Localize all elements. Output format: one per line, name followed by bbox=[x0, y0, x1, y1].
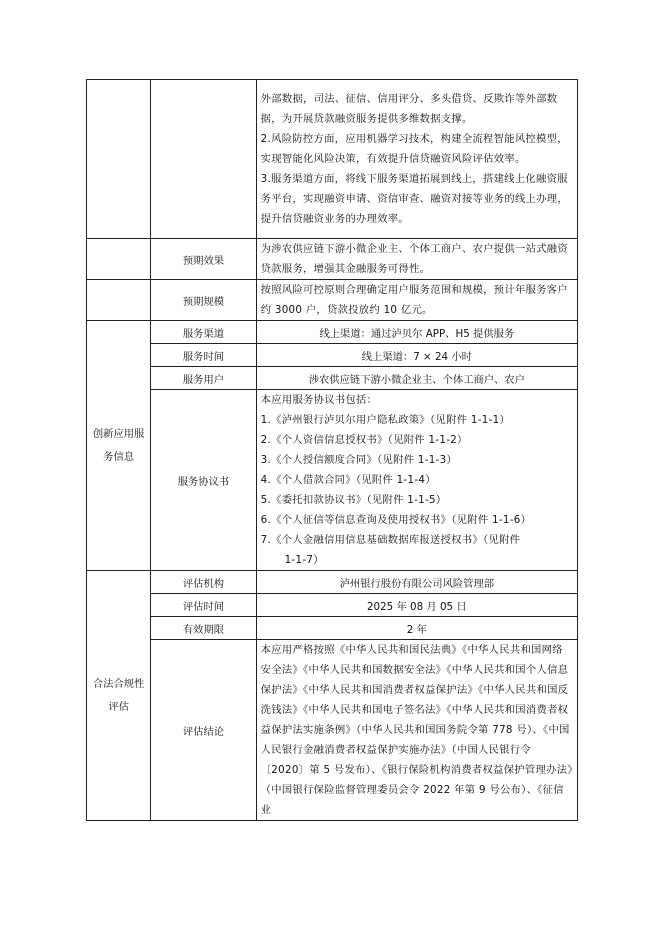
field-value: 按照风险可控原则合理确定用户服务范围和规模，预计年服务客户约 3000 户，贷款投放约 10 亿元。 bbox=[256, 280, 577, 321]
field-label: 服务协议书 bbox=[151, 390, 256, 571]
list-item: 3.《个人授信额度合同》（见附件 1-1-3） bbox=[260, 454, 458, 466]
list-item: 6.《个人征信等信息查询及使用授权书》（见附件 1-1-6） bbox=[260, 514, 532, 526]
field-label: 预期效果 bbox=[151, 239, 256, 280]
list-item: 2.《个人资信信息授权书》（见附件 1-1-2） bbox=[260, 434, 468, 446]
list-item: 5.《委托扣款协议书》（见附件 1-1-5） bbox=[260, 494, 447, 506]
field-label: 服务用户 bbox=[151, 367, 256, 390]
service-channel-row bbox=[87, 321, 578, 344]
service-agreement-row bbox=[87, 390, 578, 571]
continuation-row bbox=[87, 80, 578, 239]
empty-cell bbox=[87, 80, 151, 239]
field-label: 评估结论 bbox=[151, 640, 256, 821]
field-value: 为涉农供应链下游小微企业主、个体工商户、农户提供一站式融资贷款服务，增强其金融服务可得性。 bbox=[256, 239, 577, 280]
section-label-service-info: 创新应用服务信息 bbox=[87, 321, 151, 571]
service-users-row bbox=[87, 367, 578, 390]
compliance-time-row bbox=[87, 594, 578, 617]
field-label: 有效期限 bbox=[151, 617, 256, 640]
list-item: 4.《个人借款合同》（见附件 1-1-4） bbox=[260, 474, 436, 486]
field-value: 涉农供应链下游小微企业主、个体工商户、农户 bbox=[256, 367, 577, 390]
list-item: 1.《泸州银行泸贝尔用户隐私政策》（见附件 1-1-1） bbox=[260, 414, 511, 426]
field-value: 泸州银行股份有限公司风险管理部 bbox=[256, 571, 577, 594]
list-item: 1-1-7） bbox=[284, 554, 324, 566]
field-label: 预期规模 bbox=[151, 280, 256, 321]
list-intro: 本应用服务协议书包括： bbox=[260, 394, 378, 406]
expected-effect-row bbox=[87, 239, 578, 280]
paragraph: 3.服务渠道方面，将线下服务渠道拓展到线上，搭建线上化融资服务平台，实现融资申请、资信审查、融资对接等业务的线上办理，提升信贷融资业务的办理效率。 bbox=[260, 173, 568, 225]
field-label: 服务渠道 bbox=[151, 321, 256, 344]
empty-cell bbox=[151, 80, 256, 239]
field-value: 本应用严格按照《中华人民共和国民法典》《中华人民共和国网络安全法》《中华人民共和国数据安全法》《中华人民共和国个人信息保护法》《中华人民共和国消费者权益保护法》《中华人民共和国反洗钱法》《中华人民共和国电子签名法》《中华人民共和国消费者权益保护法实施条例》（中华人民共和国国务院令第 778 号）、《中国人民银行金融消费者权益保护实施办法》（中国人民银行令〔2020〕第 5 号发布）、《银行保险机构消费者权益保护管理办法》（中国银行保险监督管理委员会令 2022 年第 9 号公布）、《征信业 bbox=[256, 640, 577, 821]
paragraph: 外部数据，司法、征信、信用评分、多头借贷、反欺诈等外部数据，为开展贷款融资服务提供多维数据支撑。 bbox=[260, 93, 558, 125]
section-label-compliance: 合法合规性评估 bbox=[87, 571, 151, 821]
compliance-period-row bbox=[87, 617, 578, 640]
field-value: 线上渠道：通过泸贝尔 APP、H5 提供服务 bbox=[256, 321, 577, 344]
document-table bbox=[86, 79, 578, 821]
expected-scale-row bbox=[87, 280, 578, 321]
service-time-row bbox=[87, 344, 578, 367]
field-label: 评估机构 bbox=[151, 571, 256, 594]
field-label: 评估时间 bbox=[151, 594, 256, 617]
empty-cell bbox=[87, 280, 151, 321]
agreement-list bbox=[256, 390, 577, 571]
compliance-org-row bbox=[87, 571, 578, 594]
field-value: 2025 年 08 月 05 日 bbox=[256, 594, 577, 617]
field-value: 2 年 bbox=[256, 617, 577, 640]
list-item: 7.《个人金融信用信息基础数据库报送授权书》（见附件 bbox=[260, 534, 521, 546]
field-label: 服务时间 bbox=[151, 344, 256, 367]
field-value: 线上渠道：7 × 24 小时 bbox=[256, 344, 577, 367]
empty-cell bbox=[87, 239, 151, 280]
paragraph: 2.风险防控方面，应用机器学习技术，构建全流程智能风控模型，实现智能化风险决策，有效提升信贷融资风险评估效率。 bbox=[260, 133, 568, 165]
continuation-text bbox=[256, 80, 577, 239]
compliance-conclusion-row bbox=[87, 640, 578, 821]
